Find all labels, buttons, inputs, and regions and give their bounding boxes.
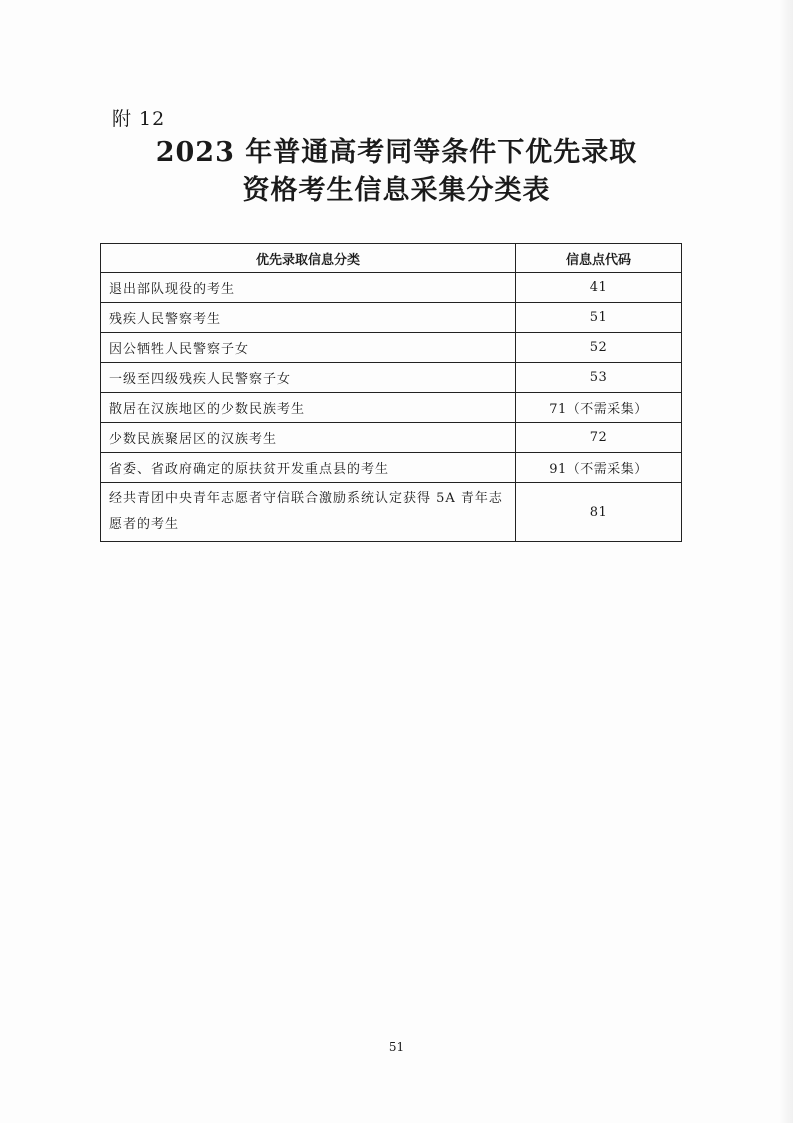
header-code: 信息点代码 (516, 244, 682, 273)
row-category: 散居在汉族地区的少数民族考生 (101, 393, 516, 423)
classification-table (100, 243, 682, 542)
row-code: 72 (516, 423, 682, 453)
table-row (101, 393, 682, 423)
document-title-line-1: 2023 年普通高考同等条件下优先录取 (155, 137, 638, 168)
document-title-line-2: 资格考生信息采集分类表 (242, 175, 551, 206)
row-code: 52 (516, 333, 682, 363)
row-category: 省委、省政府确定的原扶贫开发重点县的考生 (101, 453, 516, 483)
table-header-row (101, 244, 682, 273)
row-category: 残疾人民警察考生 (101, 303, 516, 333)
row-category: 少数民族聚居区的汉族考生 (101, 423, 516, 453)
row-category: 经共青团中央青年志愿者守信联合激励系统认定获得 5A 青年志愿者的考生 (101, 483, 516, 542)
row-code: 71（不需采集） (516, 393, 682, 423)
table-row (101, 363, 682, 393)
table-row (101, 303, 682, 333)
table-row (101, 333, 682, 363)
row-category: 退出部队现役的考生 (101, 273, 516, 303)
table-row (101, 453, 682, 483)
row-code: 51 (516, 303, 682, 333)
table-row (101, 483, 682, 542)
row-code: 53 (516, 363, 682, 393)
header-category: 优先录取信息分类 (101, 244, 516, 273)
table-row (101, 273, 682, 303)
appendix-label: 附 12 (112, 108, 166, 130)
row-category: 一级至四级残疾人民警察子女 (101, 363, 516, 393)
page-number: 51 (388, 1040, 405, 1054)
row-category: 因公牺牲人民警察子女 (101, 333, 516, 363)
table-row (101, 423, 682, 453)
row-code: 41 (516, 273, 682, 303)
row-code: 91（不需采集） (516, 453, 682, 483)
row-code: 81 (516, 483, 682, 542)
